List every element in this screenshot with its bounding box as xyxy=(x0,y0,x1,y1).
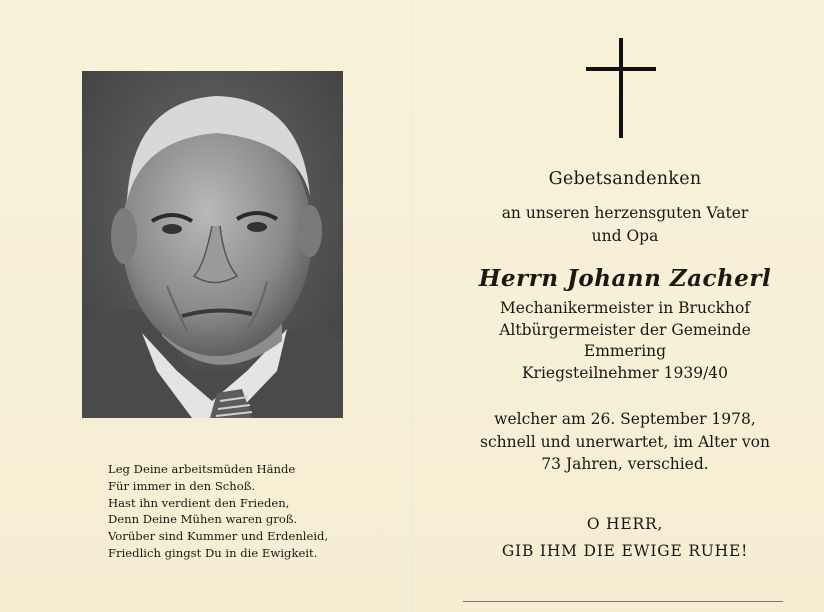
death-notice xyxy=(440,408,810,476)
death-line: schnell und unerwartet, im Alter von xyxy=(480,432,770,451)
title-line: Altbürgermeister der Gemeinde xyxy=(499,320,751,339)
title-line: Mechanikermeister in Bruckhof xyxy=(499,299,751,317)
title-line: Emmering xyxy=(583,342,667,360)
death-line: welcher am 26. September 1978, xyxy=(494,410,756,428)
dedication-line: und Opa xyxy=(591,227,659,245)
deceased-name: Herrn Johann Zacherl xyxy=(478,265,772,292)
closing-prayer xyxy=(440,511,810,565)
card-heading: Gebetsandenken xyxy=(548,169,702,189)
poem-line: Für immer in den Schoß. xyxy=(108,478,256,493)
card-fold xyxy=(411,0,413,612)
portrait-photo xyxy=(82,71,343,418)
poem-line: Hast ihn verdient den Frieden, xyxy=(108,495,290,510)
poem-line: Vorüber sind Kummer und Erdenleid, xyxy=(108,529,329,544)
death-line: 73 Jahren, verschied. xyxy=(541,455,709,473)
bottom-rule xyxy=(463,601,783,602)
title-line: Kriegsteilnehmer 1939/40 xyxy=(521,363,729,382)
dedication-line: an unseren herzensguten Vater xyxy=(501,204,749,222)
memorial-poem xyxy=(108,461,398,562)
prayer-line: GIB IHM DIE EWIGE RUHE! xyxy=(501,542,749,560)
dedication xyxy=(440,202,810,248)
poem-line: Friedlich gingst Du in die Ewigkeit. xyxy=(108,545,318,560)
cross-icon xyxy=(586,38,656,138)
deceased-titles xyxy=(440,298,810,384)
poem-line: Leg Deine arbeitsmüden Hände xyxy=(108,462,296,476)
poem-line: Denn Deine Mühen waren groß. xyxy=(108,512,298,527)
prayer-line: O HERR, xyxy=(586,515,664,533)
